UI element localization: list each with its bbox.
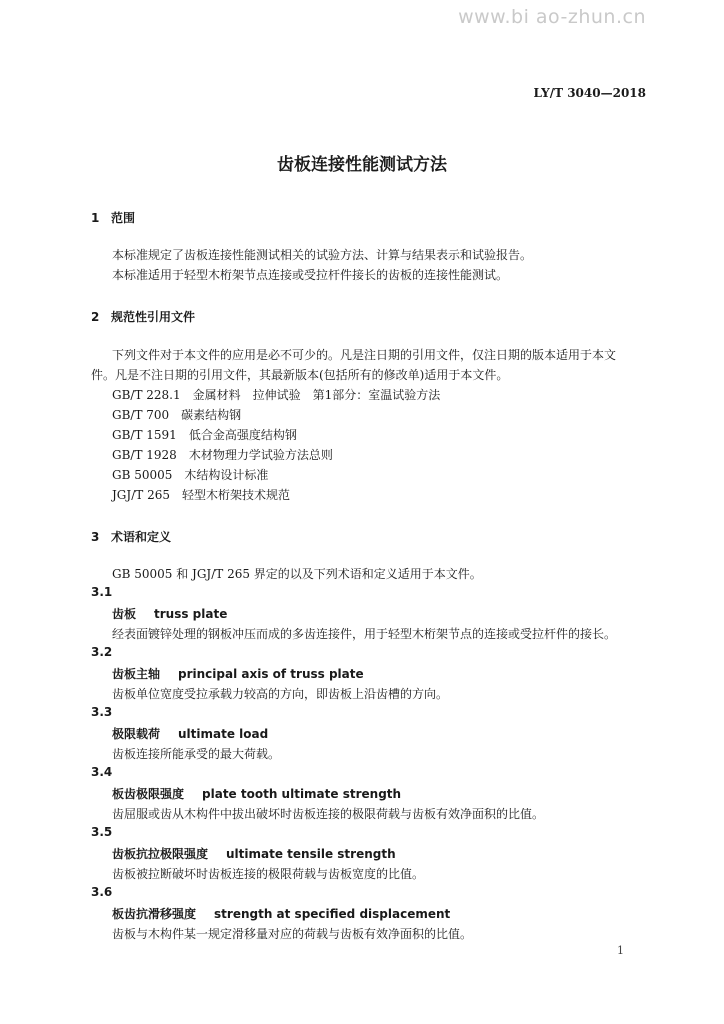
term-entry	[112, 905, 450, 922]
watermark: www.bi ao-zhun.cn	[458, 6, 646, 28]
clause-number: 3.5	[91, 825, 113, 839]
reference-item	[112, 466, 268, 483]
clause-number: 3.4	[91, 765, 113, 779]
term-zh: 板齿抗滑移强度	[112, 907, 197, 921]
term-en: truss plate	[154, 607, 228, 621]
term-zh: 齿板	[112, 607, 137, 621]
term-en: principal axis of truss plate	[178, 667, 364, 681]
reference-item	[112, 426, 297, 443]
reference-item	[112, 386, 440, 403]
section-title: 范围	[111, 211, 136, 225]
section-2-heading	[91, 308, 195, 325]
term-definition: 齿板与木构件某一规定滑移量对应的荷载与齿板有效净面积的比值。	[112, 927, 473, 941]
term-entry	[112, 845, 396, 862]
clause-number: 3.3	[91, 705, 113, 719]
reference-code: GB/T 1591	[112, 428, 177, 442]
term-en: ultimate load	[178, 727, 269, 741]
term-entry	[112, 785, 401, 802]
term-zh: 板齿极限强度	[112, 787, 185, 801]
reference-code: GB/T 228.1	[112, 388, 181, 402]
reference-title: 木材物理力学试验方法总则	[188, 448, 333, 462]
reference-title: 低合金高强度结构钢	[188, 428, 297, 442]
standard-number: LY/T 3040—2018	[533, 86, 646, 100]
clause-number: 3.2	[91, 645, 113, 659]
paragraph: 本标准规定了齿板连接性能测试相关的试验方法、计算与结果表示和试验报告。	[112, 248, 533, 262]
section-3-heading	[91, 528, 171, 545]
reference-item	[112, 406, 241, 423]
reference-item	[112, 446, 333, 463]
section-title: 规范性引用文件	[111, 310, 196, 324]
term-zh: 齿板抗拉极限强度	[112, 847, 209, 861]
paragraph: 下列文件对于本文件的应用是必不可少的。凡是注日期的引用文件，仅注日期的版本适用于本文	[112, 348, 617, 362]
term-definition: 经表面镀锌处理的钢板冲压而成的多齿连接件，用于轻型木桁架节点的连接或受拉杆件的接长。	[112, 627, 617, 641]
term-zh: 齿板主轴	[112, 667, 161, 681]
term-entry	[112, 725, 268, 742]
paragraph: GB 50005 和 JGJ/T 265 界定的以及下列术语和定义适用于本文件。	[112, 567, 482, 581]
section-number: 1	[91, 211, 100, 225]
reference-title: 碳素结构钢	[181, 408, 242, 422]
paragraph: 本标准适用于轻型木桁架节点连接或受拉杆件接长的齿板的连接性能测试。	[112, 268, 509, 282]
reference-title: 金属材料 拉伸试验 第1部分：室温试验方法	[192, 388, 441, 402]
term-definition: 齿板单位宽度受拉承载力较高的方向，即齿板上沿齿槽的方向。	[112, 687, 449, 701]
clause-number: 3.1	[91, 585, 113, 599]
reference-code: GB/T 700	[112, 408, 170, 422]
document-title: 齿板连接性能测试方法	[277, 155, 447, 175]
term-entry	[112, 605, 227, 622]
reference-code: JGJ/T 265	[112, 488, 170, 502]
term-en: strength at specified displacement	[214, 907, 451, 921]
term-en: ultimate tensile strength	[226, 847, 396, 861]
term-definition: 齿板连接所能承受的最大荷载。	[112, 747, 281, 761]
reference-code: GB 50005	[112, 468, 173, 482]
section-number: 3	[91, 530, 100, 544]
term-entry	[112, 665, 364, 682]
term-en: plate tooth ultimate strength	[202, 787, 402, 801]
clause-number: 3.6	[91, 885, 113, 899]
section-title: 术语和定义	[111, 530, 172, 544]
term-definition: 齿屈服或齿从木构件中拔出破坏时齿板连接的极限荷载与齿板有效净面积的比值。	[112, 807, 545, 821]
reference-item	[112, 486, 290, 503]
reference-title: 木结构设计标准	[184, 468, 269, 482]
term-zh: 极限载荷	[112, 727, 161, 741]
paragraph-continued: 件。凡是不注日期的引用文件，其最新版本(包括所有的修改单)适用于本文件。	[91, 368, 509, 382]
reference-code: GB/T 1928	[112, 448, 177, 462]
term-definition: 齿板被拉断破坏时齿板连接的极限荷载与齿板宽度的比值。	[112, 867, 425, 881]
section-1-heading	[91, 209, 135, 226]
reference-title: 轻型木桁架技术规范	[181, 488, 290, 502]
page-number: 1	[617, 944, 624, 957]
section-number: 2	[91, 310, 100, 324]
